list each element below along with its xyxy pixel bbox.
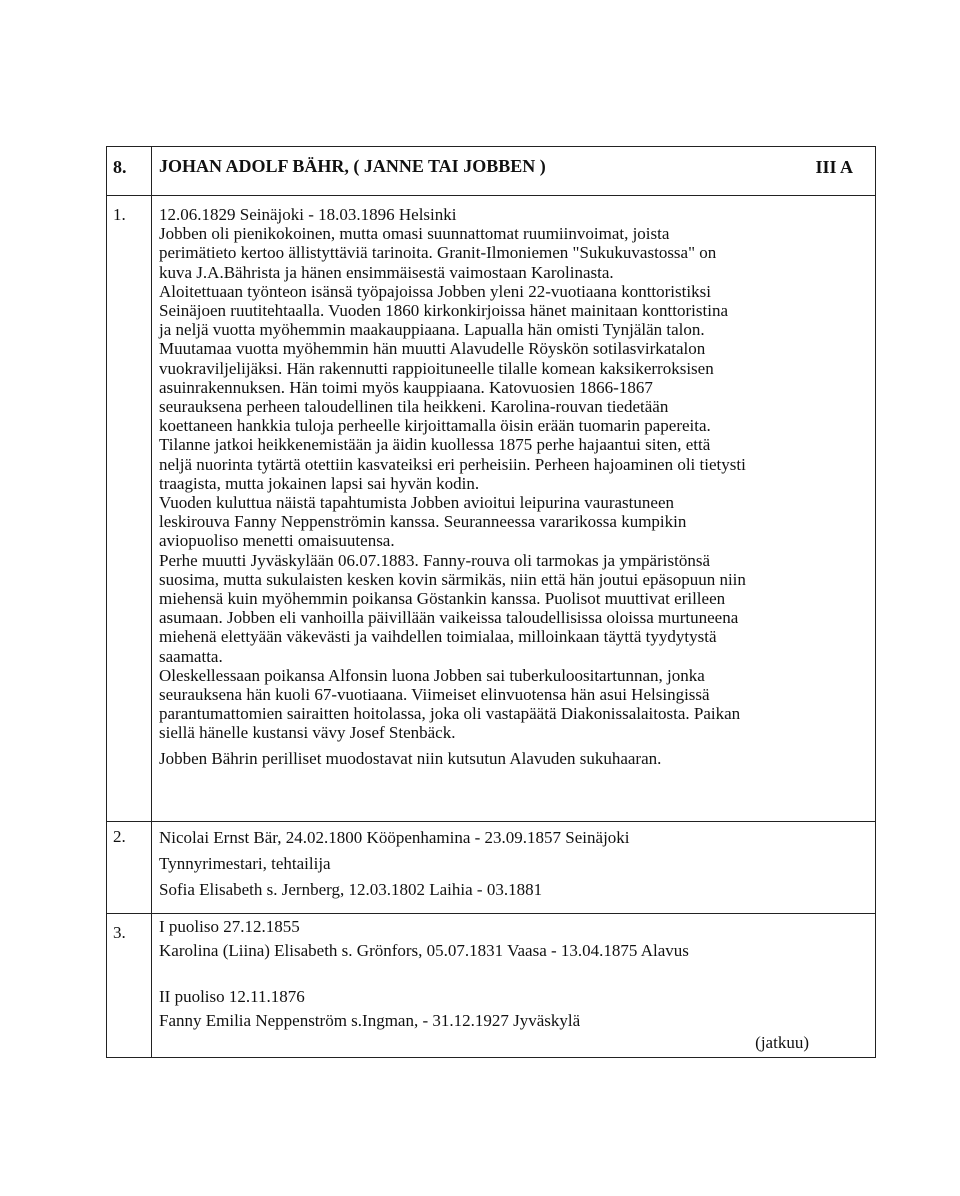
text-line: saamatta. <box>159 646 223 666</box>
section-number: 1. <box>113 205 126 224</box>
text-line: I puoliso 27.12.1855 <box>159 917 300 936</box>
text-line: Karolina (Liina) Elisabeth s. Grönfors, 05.07.1831 Vaasa - 13.04.1875 Alavus <box>159 941 689 960</box>
text-line: leskirouva Fanny Neppenströmin kanssa. Seuranneessa vararikossa kumpikin <box>159 512 687 532</box>
genealogy-record <box>106 146 876 1058</box>
section-divider <box>107 913 875 914</box>
text-line: II puoliso 12.11.1876 <box>159 987 305 1006</box>
record-code: III A <box>815 157 853 177</box>
text-line: suosima, mutta sukulaisten kesken kovin särmikäs, niin että hän joutui epäsopuun niin <box>159 569 746 589</box>
text-line: seurauksena hän kuoli 67-vuotiaana. Viimeiset elinvuotensa hän asui Helsingissä <box>159 685 710 705</box>
text-line: Nicolai Ernst Bär, 24.02.1800 Kööpenhamina - 23.09.1857 Seinäjoki <box>159 828 630 847</box>
text-line: miehenä elettyään väkevästi ja vaihdellen toimialaa, milloinkaan täyttä tyydytystä <box>159 627 717 647</box>
text-line: Seinäjoen ruutitehtaalla. Vuoden 1860 kirkonkirjoissa hänet mainitaan konttoristina <box>159 301 728 321</box>
text-line: koettaneen hankkia tuloja perheelle kirjoittamalla öisin erään tuomarin papereita. <box>159 416 711 436</box>
text-line: traagista, mutta jokainen lapsi sai hyvän kodin. <box>159 473 480 493</box>
text-line: parantumattomien sairaitten hoitolassa, joka oli vastapäätä Diakonissalaitosta. Paikan <box>159 704 741 724</box>
text-line: Oleskellessaan poikansa Alfonsin luona Jobben sai tuberkuloositartunnan, jonka <box>159 665 705 685</box>
text-line: 12.06.1829 Seinäjoki - 18.03.1896 Helsinki <box>159 205 457 224</box>
biography-text <box>159 205 865 768</box>
text-line: seurauksena perheen taloudellinen tila heikkeni. Karolina-rouvan tiedetään <box>159 397 669 417</box>
text-line: Sofia Elisabeth s. Jernberg, 12.03.1802 Laihia - 03.1881 <box>159 880 543 899</box>
parents-text <box>159 825 865 903</box>
section-parents <box>107 823 875 913</box>
text-line: Jobben oli pienikokoinen, mutta omasi suunnattomat ruumiinvoimat, joista <box>159 224 670 244</box>
text-line: neljä nuorinta tytärtä otettiin kasvateiksi eri perheisiin. Perheen hajoaminen oli tietysti <box>159 454 746 474</box>
header-divider <box>107 195 875 196</box>
text-line: aviopuoliso menetti omaisuutensa. <box>159 531 395 551</box>
section-spouses <box>107 915 875 1057</box>
text-line: Perhe muutti Jyväskylään 06.07.1883. Fanny-rouva oli tarmokas ja ympäristönsä <box>159 550 710 570</box>
text-line: Fanny Emilia Neppenström s.Ingman, - 31.12.1927 Jyväskylä <box>159 1011 581 1030</box>
text-line: Tilanne jatkoi heikkenemistään ja äidin kuollessa 1875 perhe hajaantui siten, että <box>159 435 711 455</box>
text-line: Tynnyrimestari, tehtailija <box>159 854 331 873</box>
section-divider <box>107 821 875 822</box>
text-line: Vuoden kuluttua näistä tapahtumista Jobben avioitui leipurina vaurastuneen <box>159 493 674 513</box>
text-line: perimätieto kertoo ällistyttäviä tarinoita. Granit-Ilmoniemen "Sukukuvastossa" on <box>159 243 717 263</box>
section-number: 3. <box>113 923 126 942</box>
text-line: vuokraviljelijäksi. Hän rakennutti rappioituneelle tilalle komean kaksikerroksisen <box>159 358 714 378</box>
text-line: Muutamaa vuotta myöhemmin hän muutti Alavudelle Röyskön sotilasvirkatalon <box>159 339 706 359</box>
section-biography <box>107 197 875 821</box>
text-line: miehensä kuin myöhemmin poikansa Göstankin kanssa. Puolisot muuttivat erilleen <box>159 589 726 609</box>
text-line: ja neljä vuotta myöhemmin maakauppiaana. Lapualla hän omisti Tynjälän talon. <box>159 320 705 340</box>
section-number: 2. <box>113 827 126 846</box>
record-header <box>107 147 875 195</box>
record-number: 8. <box>113 157 127 177</box>
text-line: asumaan. Jobben eli vanhoilla päivillään vaikeissa taloudellisissa oloissa murtuneena <box>159 608 739 628</box>
text-line: Aloitettuaan työnteon isänsä työpajoissa Jobben yleni 22-vuotiaana konttoristiksi <box>159 281 711 301</box>
record-title: JOHAN ADOLF BÄHR, ( JANNE TAI JOBBEN ) <box>159 156 546 176</box>
spouses-text <box>159 915 865 1033</box>
text-line: asuinrakennuksen. Hän toimi myös kauppiaana. Katovuosien 1866-1867 <box>159 377 653 397</box>
text-line: Jobben Bährin perilliset muodostavat niin kutsutun Alavuden sukuhaaran. <box>159 748 662 768</box>
text-line: siellä hänelle kustansi vävy Josef Stenbäck. <box>159 723 456 743</box>
text-line: kuva J.A.Bährista ja hänen ensimmäisestä vaimostaan Karolinasta. <box>159 262 614 282</box>
continued-note: (jatkuu) <box>755 1033 809 1052</box>
blank-line <box>159 963 865 985</box>
